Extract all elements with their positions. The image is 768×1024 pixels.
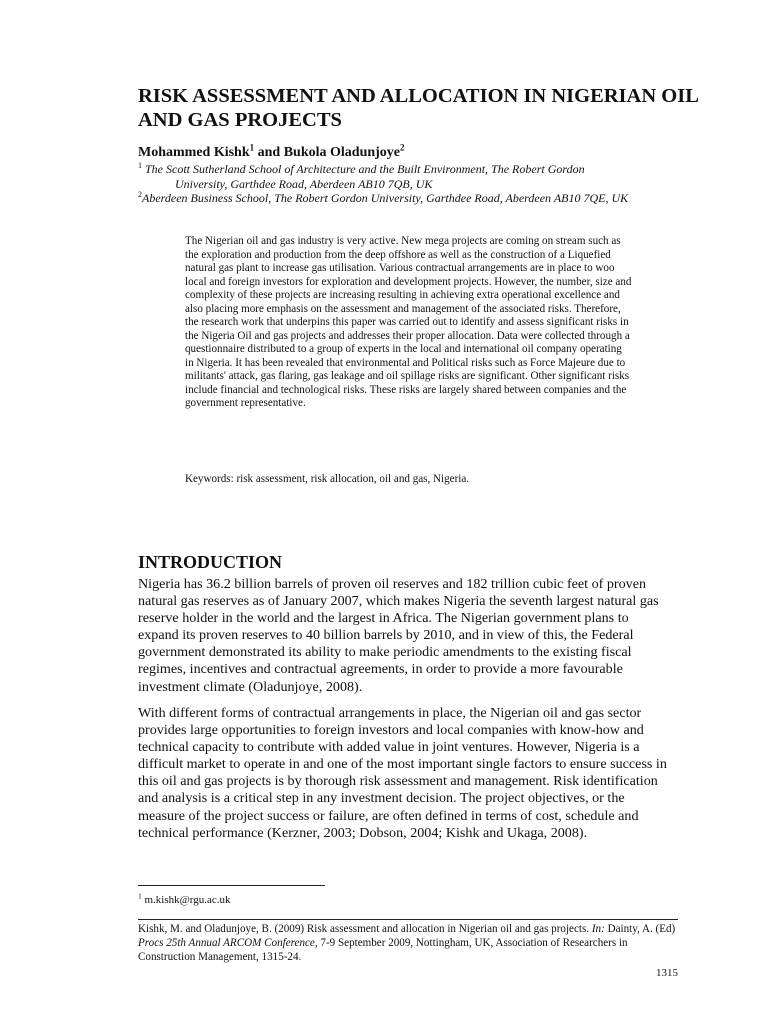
citation-line-1: Kishk, M. and Oladunjoye, B. (2009) Risk assessment and allocation in Nigerian oil and gas projects.: [138, 923, 590, 935]
author-line: [138, 144, 698, 162]
paper-title: RISK ASSESSMENT AND ALLOCATION IN NIGERIAN OIL AND GAS PROJECTS: [138, 85, 698, 131]
citation-editor: Dainty, A. (Ed): [604, 923, 676, 935]
page-number: 1315: [656, 967, 678, 979]
keywords: Keywords: risk assessment, risk allocation, oil and gas, Nigeria.: [185, 473, 470, 485]
author-2-name: Bukola Oladunjoye: [283, 145, 401, 160]
intro-paragraph-1: Nigeria has 36.2 billion barrels of proven oil reserves and 182 trillion cubic feet of proven natural gas reserves as of January 2007, which makes Nigeria the seventh largest natural gas reserve holder in the world and the largest in Africa. The Nigerian government plans to expand its proven reserves to 40 billion barrels by 2010, and in view of this, the Federal government demonstrated its ability to make periodic amendments to the existing fiscal regimes, incentives and contractual agreements, in order to provide a more favourable investment climate (Oladunjoye, 2008).: [138, 576, 659, 695]
citation-block: [138, 922, 678, 965]
citation-divider: [138, 919, 678, 920]
citation-details: 7-9 September 2009, Nottingham, UK, Association of Researchers in Construction Management, 1315-24.: [138, 937, 628, 964]
section-heading-introduction: INTRODUCTION: [138, 552, 283, 572]
citation-in-label: In:: [591, 923, 605, 935]
footnote-email[interactable]: m.kishk@rgu.ac.uk: [144, 894, 231, 906]
author-1-marker: 1: [249, 142, 255, 153]
abstract: The Nigerian oil and gas industry is very active. New mega projects are coming on stream such as the exploration and production from the deep offshore as well as the construction of a Liquefied natural gas plant to increase gas utilisation. Various contractual arrangements are in place to woo local and foreign investors for exploration and development projects. However, the number, size and complexity of these projects are increasing resulting in achieving extra operational excellence and also placing more emphasis on the assessment and management of the associated risks. Therefore, the research work that underpins this paper was carried out to identify and assess significant risks in the Nigeria Oil and gas projects and addresses their proper allocation. Data were collected through a questionnaire distributed to a group of experts in the local and international oil company operating in Nigeria. It has been revealed that environmental and Political risks such as Force Majeure due to militants' attack, gas flaring, gas leakage and oil spillage risks are significant. Other significant risks include financial and technological risks. These risks are largely shared between companies and the government representative.: [185, 235, 632, 409]
footnote-divider: [138, 885, 325, 886]
affiliation-2-text: Aberdeen Business School, The Robert Gordon University, Garthdee Road, Aberdeen AB10 7QE, UK: [142, 191, 629, 205]
affiliation-1: [138, 162, 698, 192]
footnote: [138, 893, 231, 907]
affiliation-2: [138, 191, 698, 206]
author-2-marker: 2: [400, 142, 405, 153]
affiliation-1-marker: 1: [138, 161, 142, 170]
author-1-name: Mohammed Kishk: [138, 145, 250, 160]
author-joiner: and: [254, 145, 284, 160]
affiliation-1-line-2: University, Garthdee Road, Aberdeen AB10 7QB, UK: [175, 177, 433, 191]
intro-paragraph-2: With different forms of contractual arrangements in place, the Nigerian oil and gas sector provides large opportunities to foreign investors and local companies with know-how and technical capacity to contribute with added value in joint ventures. However, Nigeria is a difficult market to operate in and one of the most important single factors to ensure success in this oil and gas projects is by thorough risk assessment and management. Risk identification and analysis is a critical step in any investment decision. The project objectives, or the measure of the project success or failure, are often defined in terms of cost, schedule and technical performance (Kerzner, 2003; Dobson, 2004; Kishk and Ukaga, 2008).: [138, 705, 667, 841]
footnote-marker: 1: [138, 891, 142, 901]
citation-proceedings: Procs 25th Annual ARCOM Conference,: [138, 937, 318, 950]
affiliation-1-line-1: The Scott Sutherland School of Architecture and the Built Environment, The Robert Gordon: [145, 162, 585, 176]
affiliation-2-marker: 2: [138, 190, 142, 199]
